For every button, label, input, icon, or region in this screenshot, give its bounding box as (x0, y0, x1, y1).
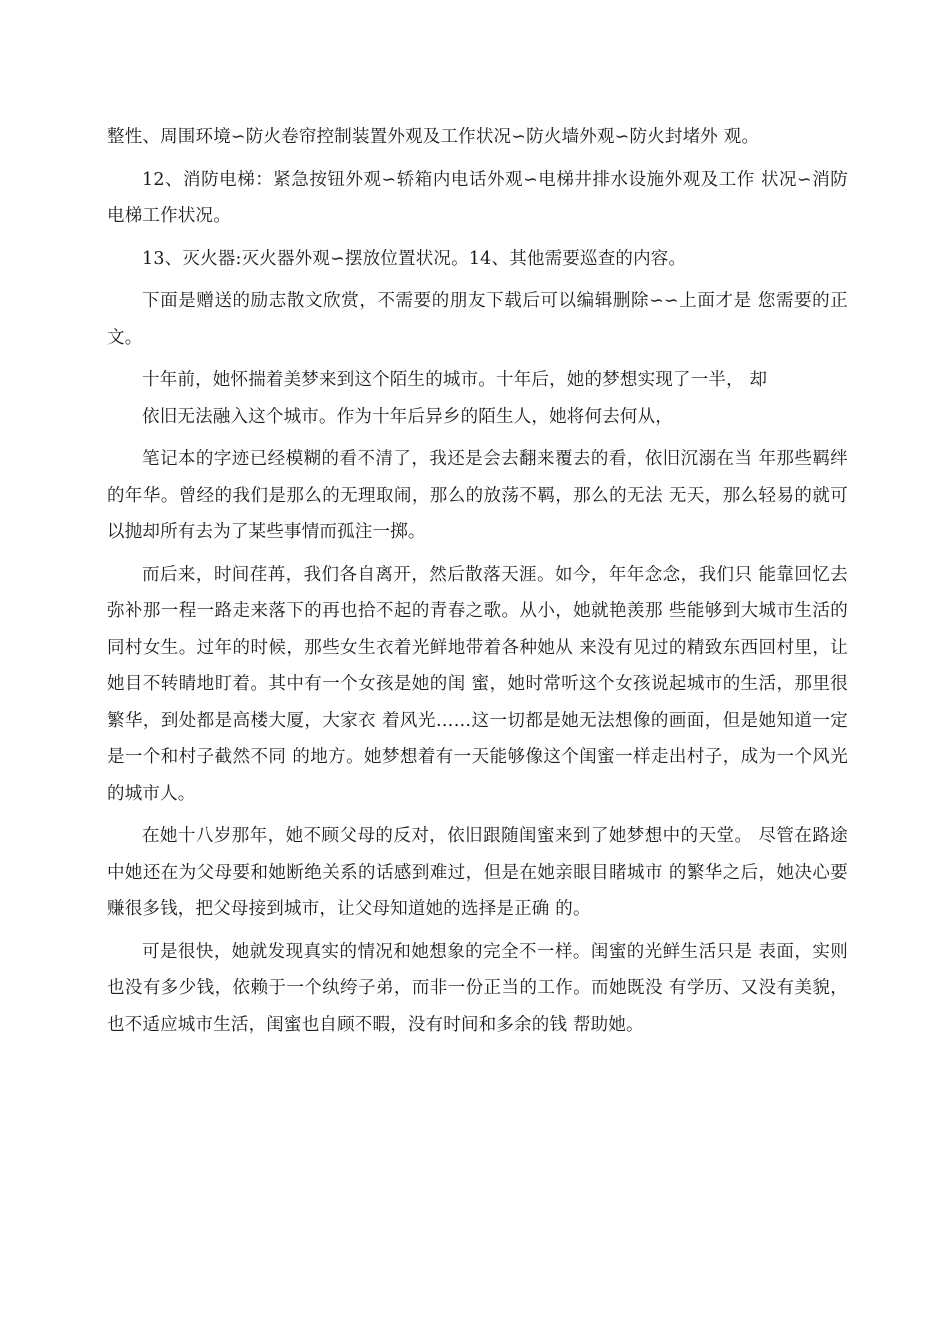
paragraph-3: 13、灭火器:灭火器外观∽摆放位置状况。14、其他需要巡查的内容。 (142, 248, 687, 269)
paragraph-4: 下面是赠送的励志散文欣赏，不需要的朋友下载后可以编辑删除∽∽上面才是 您需要的正文。 (107, 291, 848, 348)
paragraph-6: 依旧无法融入这个城市。作为十年后异乡的陌生人，她将何去何从， (142, 406, 673, 427)
paragraph-10: 可是很快，她就发现真实的情况和她想象的完全不一样。闺蜜的光鲜生活只是 表面，实则也没有多少钱，依赖于一个纨绔子弟，而非一份正当的工作。而她既没 有学历、又没有美貌，也不适应城市生活，闺蜜也自顾不暇，没有时间和多余的钱 帮助她。 (107, 941, 848, 1035)
document-body (107, 119, 848, 1049)
paragraph-7: 笔记本的字迹已经模糊的看不清了，我还是会去翻来覆去的看，依旧沉溺在当 年那些羁绊的年华。曾经的我们是那么的无理取闹，那么的放荡不羁，那么的无法 无天，那么轻易的就可以抛却所有去为了某些事情而孤注一掷。 (107, 449, 848, 542)
paragraph-2: 12、消防电梯：紧急按钮外观∽轿箱内电话外观∽电梯井排水设施外观及工作 状况∽消防电梯工作状况。 (107, 169, 848, 226)
paragraph-9: 在她十八岁那年，她不顾父母的反对，依旧跟随闺蜜来到了她梦想中的天堂。 尽管在路途中她还在为父母要和她断绝关系的话感到难过，但是在她亲眼目睹城市 的繁华之后，她决心要赚很多钱，把父母接到城市，让父母知道她的选择是正确 的。 (107, 826, 848, 919)
paragraph-5: 十年前，她怀揣着美梦来到这个陌生的城市。十年后，她的梦想实现了一半， 却 (142, 370, 768, 390)
paragraph-8: 而后来，时间荏苒，我们各自离开，然后散落天涯。如今，年年念念，我们只 能靠回忆去弥补那一程一路走来落下的再也拾不起的青春之歌。从小，她就艳羡那 些能够到大城市生活的同村女生。过年的时候，那些女生衣着光鲜地带着各种她从 来没有见过的精致东西回村里，让她目不转睛地盯着。其中有一个女孩是她的闺 蜜，她时常听这个女孩说起城市的生活，那里很繁华，到处都是高楼大厦，大家衣 着风光……这一切都是她无法想像的画面，但是她知道一定是一个和村子截然不同 的地方。她梦想着有一天能够像这个闺蜜一样走出村子，成为一个风光的城市人。 (107, 564, 848, 804)
paragraph-1: 整性、周围环境∽防火卷帘控制装置外观及工作状况∽防火墙外观∽防火封堵外 观。 (107, 127, 760, 147)
